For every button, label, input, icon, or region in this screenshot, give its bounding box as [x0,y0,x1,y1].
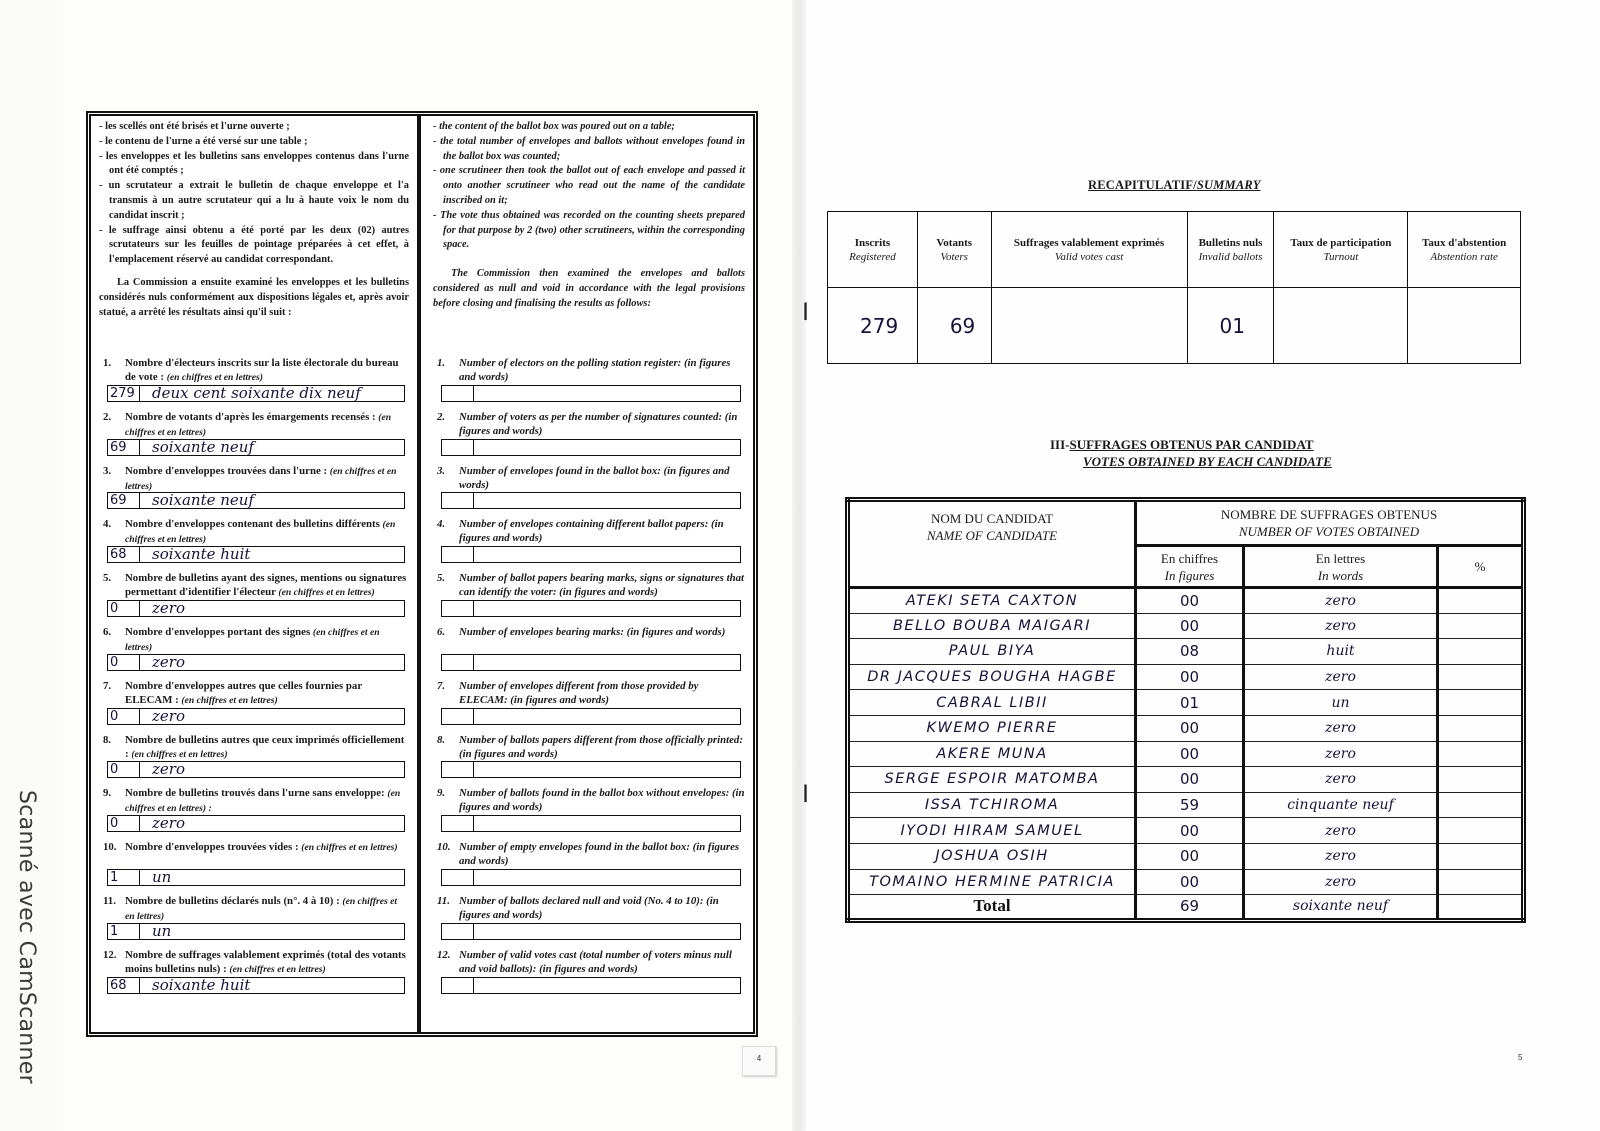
answer-words[interactable]: zero [152,598,185,617]
item-number: 7. [437,679,446,692]
answer-words[interactable] [474,547,740,562]
form-item [433,625,745,679]
answer-field[interactable] [441,708,741,725]
item-label: 6. Nombre d'enveloppes portant des signes (en chiffres et en lettres) [103,625,380,653]
form-item [99,733,409,787]
form-item [433,894,745,948]
item-number: 3. [103,464,112,477]
candidate-row [848,843,1524,869]
item-label: 12. Number of valid votes cast (total number of voters minus null and void ballots): (in figures and words) [437,948,732,975]
form-item [433,840,745,894]
candidate-votes-figure: 00 [1136,664,1244,690]
total-row [848,895,1524,921]
percent-header: % [1438,546,1524,588]
answer-words[interactable]: un [152,921,172,940]
answer-words[interactable] [474,816,740,831]
answer-field[interactable] [441,600,741,617]
item-number: 8. [437,733,446,746]
item-label: 10. Number of empty envelopes found in the ballot box: (in figures and words) [437,841,740,868]
form-item [99,571,409,625]
candidate-row [848,715,1524,741]
answer-figure[interactable] [442,978,474,993]
answer-field[interactable] [441,654,741,671]
answer-field[interactable] [441,492,741,509]
candidate-name: ISSA TCHIROMA [848,792,1136,818]
answer-figure[interactable] [442,709,474,724]
candidate-votes-words: huit [1244,639,1438,665]
candidate-votes-words: zero [1244,613,1438,639]
item-label: 4. Number of envelopes containing different ballot papers: (in figures and words) [437,518,724,545]
answer-figure[interactable]: 0 [108,601,140,616]
answer-words[interactable]: zero [152,706,185,725]
candidate-name: CABRAL LIBII [848,690,1136,716]
list-item: - les scellés ont été brisés et l'urne ouverte ; [99,120,409,135]
answer-words[interactable] [474,386,740,401]
list-item: - the content of the ballot box was poured out on a table; [433,120,745,135]
candidate-name: BELLO BOUBA MAIGARI [848,613,1136,639]
item-label: 8. Nombre de bulletins autres que ceux imprimés officiellement : (en chiffres et en lettres) [103,733,405,760]
french-column [91,116,421,1032]
answer-words[interactable]: soixante huit [152,975,251,994]
answer-field[interactable] [107,708,405,725]
item-number: 1. [437,357,446,369]
candidate-votes-figure: 00 [1136,767,1244,793]
item-number: 10. [437,841,451,854]
item-label: 10. Nombre d'enveloppes trouvées vides : (en chiffres et en lettres) [103,841,398,854]
answer-field[interactable] [107,761,405,778]
form-item [433,464,745,518]
form-item [433,410,745,464]
item-number: 5. [437,572,446,585]
col-registered: Inscrits Registered [828,212,918,288]
form-item [99,948,409,1002]
item-label: 8. Number of ballots papers different from those officially printed: (in figures and words) [437,733,743,760]
french-paragraph: La Commission a ensuite examiné les enveloppes et les bulletins considérés nuls conformément aux dispositions légales et, après avoir statué, a arrêté les résultats ainsi qu'il suit : [99,276,409,318]
item-number: 12. [103,948,117,961]
candidate-votes-percent [1438,639,1524,665]
page-number-right: 5 [1518,1053,1523,1062]
candidate-votes-figure: 01 [1136,690,1244,716]
item-label: 2. Nombre de votants d'après les émargements recensés : (en chiffres et en lettres) [103,410,392,438]
answer-field[interactable] [107,546,405,563]
french-items [99,356,409,1002]
votes-section-title: III-SUFFRAGES OBTENUS PAR CANDIDAT VOTES OBTAINED BY EACH CANDIDATE [1050,437,1332,469]
camscanner-watermark: Scanné avec CamScanner [14,790,39,1084]
english-items [433,356,745,1002]
form-item [433,679,745,733]
item-label: 11. Nombre de bulletins déclarés nuls (n°. 4 à 10) : (en chiffres et en lettres) [103,894,398,922]
answer-field[interactable] [107,869,405,886]
form-item [99,840,409,894]
answer-field[interactable] [441,761,741,778]
candidate-votes-words: un [1244,690,1438,716]
answer-field[interactable] [107,923,405,940]
candidate-votes-words: zero [1244,588,1438,614]
item-label: 9. Nombre de bulletins trouvés dans l'urne sans enveloppe: (en chiffres et en lettres) : [103,787,401,815]
english-paragraph: The Commission then examined the envelopes and ballots considered as null and void in accordance with the legal provisions before closing and finalising the results as follows: [433,268,745,309]
item-number: 2. [103,410,112,423]
abstention-value [1408,288,1521,364]
answer-field[interactable] [441,815,741,832]
answer-field[interactable] [441,923,741,940]
list-item: - one scrutineer then took the ballot out of each envelope and passed it onto another scrutineer who read out the name of the candidate inscribed on it; [433,164,745,208]
item-number: 8. [103,733,112,746]
candidate-votes-percent [1438,843,1524,869]
votes-table [845,497,1526,923]
candidate-row [848,869,1524,895]
item-number: 6. [437,625,446,638]
answer-words[interactable]: zero [152,652,185,671]
form-item [433,517,745,571]
candidate-name: AKERE MUNA [848,741,1136,767]
answer-figure[interactable]: 0 [108,709,140,724]
candidate-name: JOSHUA OSIH [848,843,1136,869]
figures-header: En chiffres In figures [1136,546,1244,588]
invalid-ballots-value: 01 [1187,288,1274,364]
candidate-name: SERGE ESPOIR MATOMBA [848,767,1136,793]
list-item: - le contenu de l'urne a été versé sur une table ; [99,135,409,150]
answer-words[interactable] [474,870,740,885]
candidate-votes-words: zero [1244,741,1438,767]
answer-words[interactable]: zero [152,760,185,779]
answer-figure[interactable]: 0 [108,655,140,670]
item-number: 11. [437,894,450,907]
candidate-votes-percent [1438,767,1524,793]
english-procedure-list [433,120,745,253]
candidate-votes-percent [1438,588,1524,614]
answer-words[interactable]: soixante neuf [152,491,255,510]
summary-value-row [828,288,1521,364]
answer-figure[interactable]: 69 [108,493,140,508]
list-item: - the total number of envelopes and ballots without envelopes found in the ballot box was counted; [433,135,745,165]
col-invalid-ballots: Bulletins nuls Invalid ballots [1187,212,1274,288]
total-figure: 69 [1136,895,1244,921]
item-label: 3. Number of envelopes found in the ballot box: (in figures and words) [437,464,730,491]
turnout-value [1274,288,1408,364]
total-words: soixante neuf [1244,895,1438,921]
candidate-votes-percent [1438,818,1524,844]
page-fold [792,0,809,1131]
candidate-votes-figure: 00 [1136,843,1244,869]
answer-figure[interactable] [442,547,474,562]
candidate-votes-figure: 00 [1136,588,1244,614]
item-number: 3. [437,464,446,477]
summary-title: RECAPITULATIF/SUMMARY [1088,178,1261,192]
answer-figure[interactable] [442,440,474,455]
answer-figure[interactable] [442,655,474,670]
form-item [433,733,745,787]
candidate-votes-words: zero [1244,843,1438,869]
col-voters: Votants Voters [917,212,991,288]
item-label: 1. Number of electors on the polling station register: (in figures and words) [437,357,731,383]
answer-figure[interactable]: 69 [108,440,140,455]
candidate-votes-figure: 08 [1136,639,1244,665]
answer-figure[interactable] [442,816,474,831]
candidate-votes-figure: 59 [1136,792,1244,818]
item-number: 12. [437,948,451,961]
item-number: 9. [103,787,112,800]
form-item [433,948,745,1002]
candidate-votes-percent [1438,664,1524,690]
item-label: 6. Number of envelopes bearing marks: (in figures and words) [437,625,726,638]
answer-figure[interactable] [442,601,474,616]
item-label: 12. Nombre de suffrages valablement exprimés (total des votants moins bulletins nuls) : (en chiffres et en lettres) [103,948,406,975]
answer-field[interactable] [107,439,405,456]
words-header: En lettres In words [1244,546,1438,588]
candidate-row [848,690,1524,716]
answer-words[interactable] [474,601,740,616]
item-label: 4. Nombre d'enveloppes contenant des bulletins différents (en chiffres et en lettres) [103,518,396,546]
candidate-votes-words: zero [1244,664,1438,690]
item-label: 9. Number of ballots found in the ballot box without envelopes: (in figures and words) [437,787,745,814]
registered-value: 279 [828,288,918,364]
form-item [433,786,745,840]
candidate-votes-words: cinquante neuf [1244,792,1438,818]
candidate-name: TOMAINO HERMINE PATRICIA [848,869,1136,895]
item-label: 11. Number of ballots declared null and void (No. 4 to 10): (in figures and words) [437,894,719,921]
candidate-votes-percent [1438,715,1524,741]
col-abstention: Taux d'abstention Abstention rate [1408,212,1521,288]
candidate-name: IYODI HIRAM SAMUEL [848,818,1136,844]
answer-words[interactable]: un [152,867,172,886]
answer-figure[interactable] [442,386,474,401]
form-item [99,679,409,733]
answer-figure[interactable]: 0 [108,816,140,831]
candidate-name: DR JACQUES BOUGHA HAGBE [848,664,1136,690]
form-item [99,356,409,410]
answer-figure[interactable] [442,870,474,885]
candidate-votes-words: zero [1244,869,1438,895]
item-number: 2. [437,410,446,423]
answer-figure[interactable] [442,762,474,777]
form-item [99,464,409,518]
answer-words[interactable] [474,709,740,724]
item-number: 4. [437,518,446,531]
candidate-votes-figure: 00 [1136,818,1244,844]
margin-mark: | [803,300,809,320]
candidate-votes-words: zero [1244,715,1438,741]
form-item [99,786,409,840]
english-column [425,116,753,1032]
candidate-name: KWEMO PIERRE [848,715,1136,741]
answer-words[interactable]: zero [152,814,185,833]
answer-words[interactable] [474,655,740,670]
form-item [99,894,409,948]
answer-figure[interactable] [442,924,474,939]
total-label: Total [848,895,1136,921]
candidate-row [848,639,1524,665]
french-procedure-list [99,120,409,268]
list-item: - les enveloppes et les bulletins sans enveloppes contenus dans l'urne ont été comptés ; [99,150,409,180]
item-number: 4. [103,518,112,531]
item-number: 11. [103,894,116,907]
answer-figure[interactable]: 68 [108,978,140,993]
candidate-votes-figure: 00 [1136,715,1244,741]
candidate-votes-words: zero [1244,767,1438,793]
answer-figure[interactable]: 1 [108,924,140,939]
candidate-row [848,792,1524,818]
answer-words[interactable] [474,762,740,777]
valid-votes-value [991,288,1187,364]
votes-table-body [848,588,1524,921]
candidate-row [848,741,1524,767]
votes-count-header: NOMBRE DE SUFFRAGES OBTENUS NUMBER OF VOTES OBTAINED [1136,500,1524,546]
list-item: - le suffrage ainsi obtenu a été porté par les deux (02) autres scrutateurs sur les feuilles de pointage préparées à cet effet, à l'emplacement réservé au candidat correspondant. [99,224,409,268]
col-turnout: Taux de participation Turnout [1274,212,1408,288]
candidate-votes-percent [1438,869,1524,895]
candidate-row [848,588,1524,614]
item-label: 5. Nombre de bulletins ayant des signes, mentions ou signatures permettant d'identifier l'électeur (en chiffres et en lettres) [103,572,407,599]
page-number-left: 4 [742,1046,776,1076]
item-label: 2. Number of voters as per the number of signatures counted: (in figures and words) [437,410,738,437]
candidate-row [848,613,1524,639]
margin-mark: | [803,782,809,802]
counting-form [86,111,758,1037]
item-number: 10. [103,841,117,854]
form-item [99,410,409,464]
answer-figure[interactable] [442,493,474,508]
answer-words[interactable] [474,440,740,455]
answer-field[interactable] [107,977,405,994]
candidate-votes-percent [1438,690,1524,716]
item-label: 3. Nombre d'enveloppes trouvées dans l'urne : (en chiffres et en lettres) [103,464,397,492]
candidate-votes-percent [1438,741,1524,767]
candidate-votes-figure: 00 [1136,869,1244,895]
form-item [99,517,409,571]
candidate-name: ATEKI SETA CAXTON [848,588,1136,614]
answer-field[interactable] [107,654,405,671]
candidate-votes-figure: 00 [1136,613,1244,639]
answer-words[interactable]: soixante neuf [152,437,255,456]
candidate-name: PAUL BIYA [848,639,1136,665]
item-number: 5. [103,572,112,585]
answer-field[interactable] [441,869,741,886]
answer-figure[interactable]: 68 [108,547,140,562]
answer-words[interactable]: soixante huit [152,545,251,564]
answer-field[interactable] [441,439,741,456]
total-percent [1438,895,1524,921]
candidate-votes-words: zero [1244,818,1438,844]
answer-words[interactable] [474,924,740,939]
answer-field[interactable] [441,977,741,994]
form-item [433,356,745,410]
candidate-votes-percent [1438,613,1524,639]
candidate-row [848,767,1524,793]
answer-figure[interactable]: 279 [108,386,140,401]
candidate-votes-figure: 00 [1136,741,1244,767]
item-number: 6. [103,625,112,638]
answer-field[interactable] [107,815,405,832]
item-number: 9. [437,787,446,800]
answer-figure[interactable]: 1 [108,870,140,885]
candidate-row [848,818,1524,844]
item-label: 7. Number of envelopes different from those provided by ELECAM: (in figures and words) [437,679,699,706]
answer-words[interactable]: deux cent soixante dix neuf [152,383,361,402]
answer-field[interactable] [107,492,405,509]
candidate-row [848,664,1524,690]
form-item [433,571,745,625]
list-item: - The vote thus obtained was recorded on the counting sheets prepared for that purpose by 2 (two) other scrutineers, within the corresponding space. [433,209,745,253]
item-number: 1. [103,357,112,369]
candidate-votes-percent [1438,792,1524,818]
col-valid-votes: Suffrages valablement exprimés Valid votes cast [991,212,1187,288]
answer-field[interactable] [441,546,741,563]
summary-header-row [828,212,1521,288]
item-number: 7. [103,679,112,692]
item-label: 5. Number of ballot papers bearing marks, signs or signatures that can identify the voter: (in figures and words) [437,572,744,599]
answer-field[interactable] [107,600,405,617]
form-item [99,625,409,679]
candidate-name-header: NOM DU CANDIDAT NAME OF CANDIDATE [848,500,1136,588]
answer-figure[interactable]: 0 [108,762,140,777]
answer-words[interactable] [474,493,740,508]
voters-value: 69 [917,288,991,364]
answer-field[interactable] [441,385,741,402]
summary-table [827,211,1521,364]
answer-field[interactable] [107,385,405,402]
list-item: - un scrutateur a extrait le bulletin de chaque enveloppe et l'a transmis à un autre scrutateur qui a lu à haute voix le nom du candidat inscrit ; [99,179,409,223]
answer-words[interactable] [474,978,740,993]
item-label: 7. Nombre d'enveloppes autres que celles fournies par ELECAM : (en chiffres et en lettres) [103,679,362,706]
item-label: 1. Nombre d'électeurs inscrits sur la liste électorale du bureau de vote : (en chiffres et en lettres) [103,357,399,383]
